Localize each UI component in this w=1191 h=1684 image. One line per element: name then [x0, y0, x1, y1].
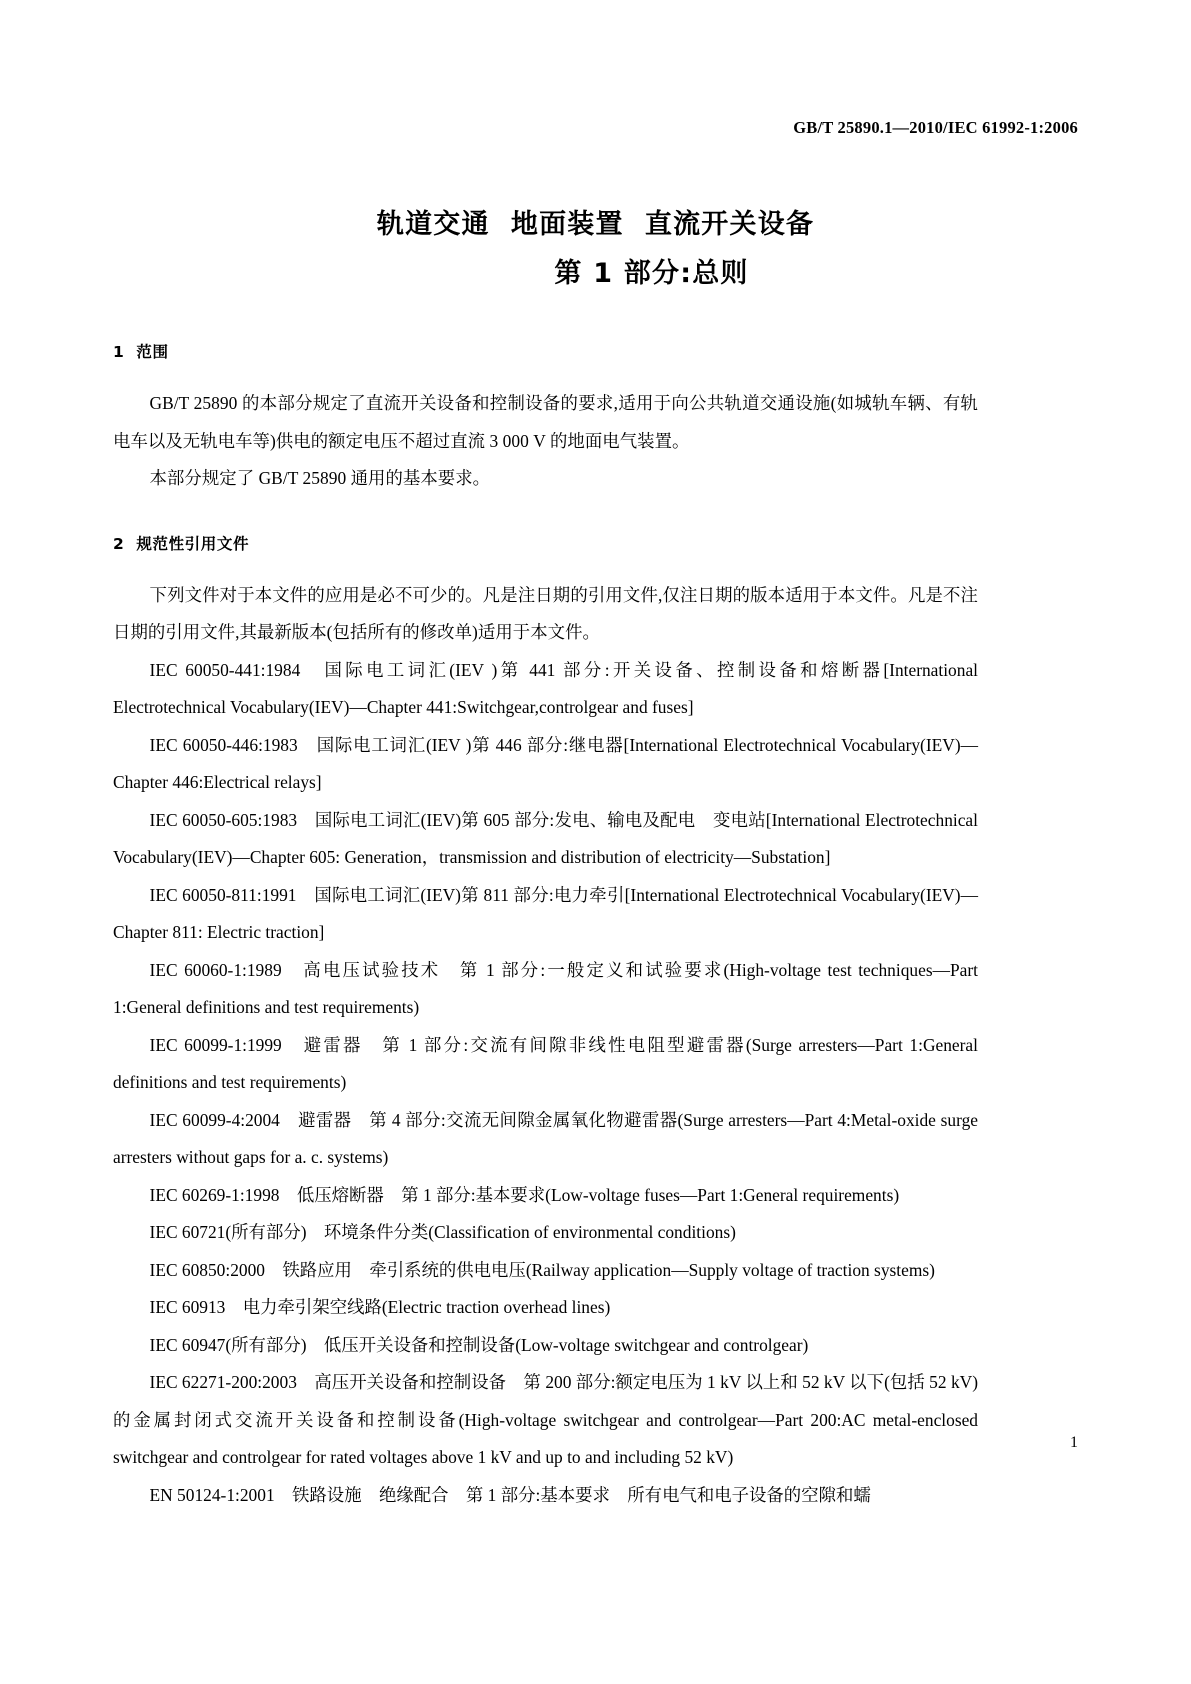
- scope-paragraph-2: 本部分规定了 GB/T 25890 通用的基本要求。: [149, 468, 491, 488]
- scope-paragraph-1: GB/T 25890 的本部分规定了直流开关设备和控制设备的要求,适用于向公共轨道交通设施(如城轨车辆、有轨电车以及无轨电车等)供电的额定电压不超过直流 3 000 V 的地面电气装置。: [113, 393, 978, 451]
- list-item: IEC 60050-811:1991 国际电工词汇(IEV)第 811 部分:电力牵引[International Electrotechnical Vocabulary(IEV)—Chapter 811: Electric traction]: [113, 884, 978, 942]
- running-header-standard-ref: GB/T 25890.1—2010/IEC 61992-1:2006: [793, 118, 1078, 137]
- list-item: IEC 60269-1:1998 低压熔断器 第 1 部分:基本要求(Low-voltage fuses—Part 1:General requirements): [149, 1184, 900, 1205]
- normative-reference-list: [113, 652, 978, 1515]
- list-item: IEC 60050-605:1983 国际电工词汇(IEV)第 605 部分:发电、输电及配电 变电站[International Electrotechnical Vocabulary(IEV)—Chapter 605: Generation，transmission and distribution of electricity—Substation]: [113, 809, 978, 867]
- list-item: IEC 62271-200:2003 高压开关设备和控制设备 第 200 部分:额定电压为 1 kV 以上和 52 kV 以下(包括 52 kV)的金属封闭式交流开关设备和控制设备(High-voltage switchgear and controlgear—Part 200:AC metal-enclosed switchgear and controlgear for rated voltages above 1 kV and up to and including 52 kV): [113, 1372, 978, 1467]
- document-body: [113, 340, 978, 1514]
- document-title-block: [113, 205, 1078, 294]
- document-title-line-1: 轨道交通 地面装置 直流开关设备: [376, 209, 815, 240]
- list-item: IEC 60099-4:2004 避雷器 第 4 部分:交流无间隙金属氧化物避雷器(Surge arresters—Part 4:Metal-oxide surge arresters without gaps for a. c. systems): [113, 1109, 978, 1167]
- list-item: IEC 60913 电力牵引架空线路(Electric traction overhead lines): [149, 1297, 611, 1317]
- list-item: IEC 60947(所有部分) 低压开关设备和控制设备(Low-voltage switchgear and controlgear): [149, 1334, 809, 1355]
- page-number: 1: [1070, 1434, 1078, 1451]
- document-title-line-2: 第 1 部分:总则: [554, 257, 749, 289]
- list-item: IEC 60050-441:1984 国际电工词汇(IEV )第 441 部分:开关设备、控制设备和熔断器[International Electrotechnical Vocabulary(IEV)—Chapter 441:Switchgear,controlgear and fuses]: [113, 659, 978, 717]
- normative-references-intro: 下列文件对于本文件的应用是必不可少的。凡是注日期的引用文件,仅注日期的版本适用于本文件。凡是不注日期的引用文件,其最新版本(包括所有的修改单)适用于本文件。: [113, 584, 978, 642]
- list-item: IEC 60060-1:1989 高电压试验技术 第 1 部分:一般定义和试验要求(High-voltage test techniques—Part 1:General definitions and test requirements): [113, 959, 978, 1017]
- list-item: IEC 60099-1:1999 避雷器 第 1 部分:交流有间隙非线性电阻型避雷器(Surge arresters—Part 1:General definitions and test requirements): [113, 1034, 978, 1092]
- list-item: IEC 60721(所有部分) 环境条件分类(Classification of environmental conditions): [149, 1222, 736, 1242]
- section-heading-normative-references: 2 规范性引用文件: [113, 534, 250, 553]
- list-item: IEC 60850:2000 铁路应用 牵引系统的供电电压(Railway application—Supply voltage of traction systems): [149, 1259, 935, 1280]
- section-heading-scope: 1 范围: [113, 343, 169, 361]
- list-item: EN 50124-1:2001 铁路设施 绝缘配合 第 1 部分:基本要求 所有电气和电子设备的空隙和蠕: [149, 1484, 871, 1505]
- list-item: IEC 60050-446:1983 国际电工词汇(IEV )第 446 部分:继电器[International Electrotechnical Vocabulary(IEV)—Chapter 446:Electrical relays]: [113, 734, 978, 792]
